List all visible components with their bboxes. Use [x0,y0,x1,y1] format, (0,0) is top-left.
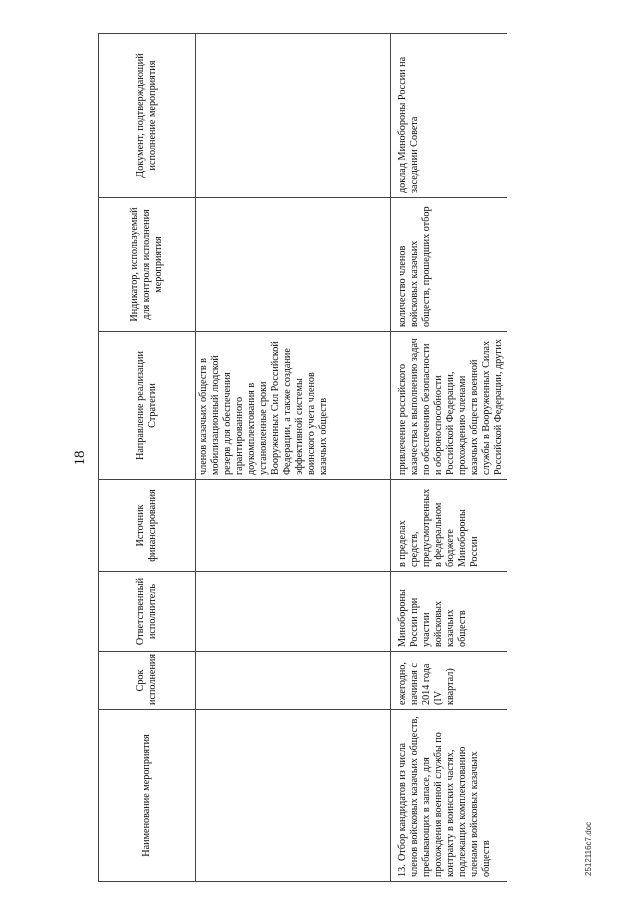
header-document: Документ, подтверждающий исполнение мероприятия [99,34,196,198]
table-row-13 [391,34,508,882]
cell-direction: членов казачьих обществ в мобилизационный людской резерв для обеспечения гарантированного доукомплектования в установленные сроки Вооруженных Сил Российской Федерации, а также создание эффективной системы воинского учета членов казачьих обществ [196,332,391,480]
cell-name [196,710,391,882]
table-header-row [99,34,196,882]
cell-term [196,652,391,710]
header-term: Срок исполнения [99,652,196,710]
cell-term: ежегодно, начиная с 2014 года (IV квартал) [391,652,508,710]
header-name: Наименование мероприятия [99,710,196,882]
header-executor: Ответственный исполнитель [99,572,196,652]
cell-document: доклад Минобороны России на заседании Совета [391,34,508,198]
cell-executor [196,572,391,652]
header-direction: Направление реализации Стратегии [99,332,196,480]
cell-indicator [196,198,391,332]
cell-funding [196,480,391,572]
header-indicator: Индикатор, используемый для контроля исполнения мероприятия [99,198,196,332]
cell-document [196,34,391,198]
row-number: 13. [397,864,408,877]
table-row-continuation [196,34,391,882]
page-number: 18 [72,450,88,466]
rotated-content [64,34,596,882]
row-name-text: Отбор кандидатов из числа членов войсковых казачьих обществ, пребывающих в запасе, для прохождения военной службы по контракту в воинских частях, подлежащих комплектованию членами войсковых казачьих обществ [397,716,492,877]
cell-name [391,710,508,882]
cell-funding: в пределах средств, предусмотренных в федеральном бюджете Минобороны России [391,480,508,572]
header-funding: Источник финансирования [99,480,196,572]
cell-direction: привлечение российского казачества к выполнению задач по обеспечению безопасности и обороноспособности Российской Федерации, прохождению членами казачьих обществ военной службы в Вооруженных Силах Российской Федерации, других [391,332,508,480]
cell-executor: Минобороны России при участии войсковых казачьих обществ [391,572,508,652]
events-table [98,33,507,882]
footer-file-code: 2512116с7.doc [584,821,593,876]
cell-indicator: количество членов войсковых казачьих обществ, прошедших отбор [391,198,508,332]
